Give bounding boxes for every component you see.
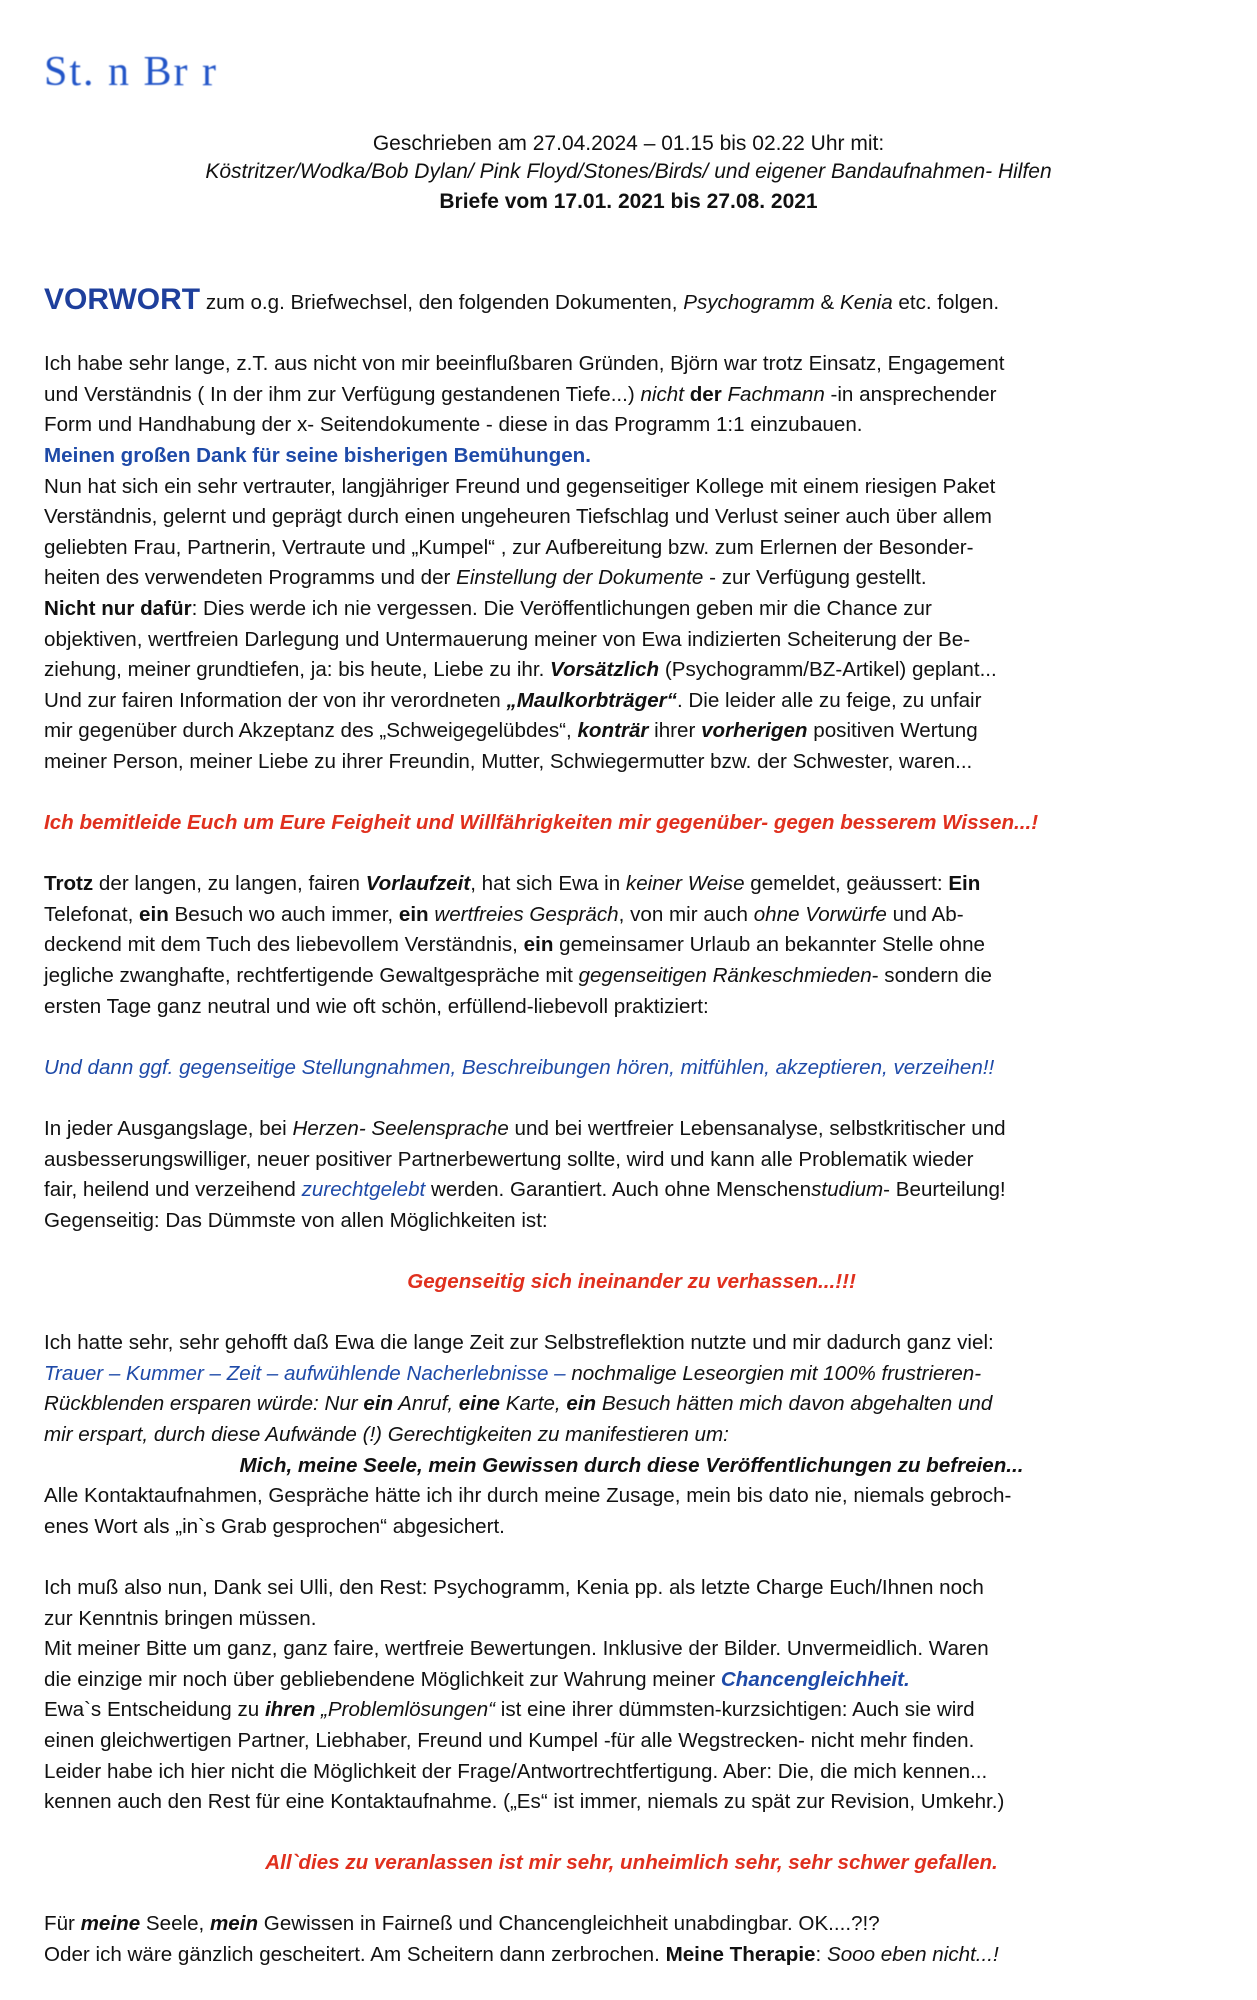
liberation-line: Mich, meine Seele, mein Gewissen durch diese Veröffentlichungen zu befreien... xyxy=(239,1453,1024,1477)
author-stamp: St. n Br r xyxy=(44,49,219,95)
thanks-line: Meinen großen Dank für seine bisherigen Bemühungen. xyxy=(44,443,591,467)
closing: Für meine Seele, mein Gewissen in Fairneß und Chancengleichheit unabdingbar. OK....?!? Oder ich wäre gänzlich gescheitert. Am Scheitern dann zerbrochen. Meine Therapie: Sooo eben nicht...! xyxy=(44,1912,999,1967)
quote-stellungnahmen: Und dann ggf. gegenseitige Stellungnahmen, Beschreibungen hören, mitfühlen, akzeptieren, verzeihen!! xyxy=(44,1055,995,1079)
header-date-line: Geschrieben am 27.04.2024 – 01.15 bis 02.22 Uhr mit: xyxy=(372,132,885,155)
foreword-line: VORWORT zum o.g. Briefwechsel, den folgenden Dokumenten, Psychogramm & Kenia etc. folgen. xyxy=(44,283,1000,316)
quote-feigheit: Ich bemitleide Euch um Eure Feigheit und Willfährigkeiten mir gegenüber- gegen besserem Wissen...! xyxy=(44,811,1039,835)
paragraph-4: Ich hatte sehr, sehr gehofft daß Ewa die lange Zeit zur Selbstreflektion nutzte und mir dadurch ganz viel: Trauer – Kummer – Zeit – aufwühlende Nacherlebnisse – nochmalige Leseorgien mit 100% frustrieren- Rückblenden ersparen würde: Nur ein Anruf, eine Karte, ein Besuch hätten mich davon abgehalten und mir erspart, durch diese Aufwände (!) Gerechtigkeiten zu manifestieren um: Mich, meine Seele, mein Gewissen durch diese Veröffentlichungen zu befreien... Alle Kontaktaufnahmen, Gespräche hätte ich ihr durch meine Zusage, mein bis dato nie, niemals gebroch- enes Wort als „in`s Grab gesprochen“ abgesichert. xyxy=(44,1328,1219,1542)
paragraph-1: Ich habe sehr lange, z.T. aus nicht von mir beeinflußbaren Gründen, Björn war trotz Einsatz, Engagement und Verständnis ( In der ihm zur Verfügung gestandenen Tiefe...) nicht der Fachmann -in ansprechender Form und Handhabung der x- Seitendokumente - diese in das Programm 1:1 einzubauen. Meinen großen Dank für seine bisherigen Bemühungen. Nun hat sich ein sehr vertrauter, langjähriger Freund und gegenseitiger Kollege mit einem riesigen Paket Verständnis, gelernt und geprägt durch einen ungeheuren Tiefschlag und Verlust seiner auch über allem geliebten Frau, Partnerin, Vertraute und „Kumpel“ , zur Aufbereitung bzw. zum Erlernen der Besonder- heiten des verwendeten Programms und der Einstellung der Dokumente - zur Verfügung gestellt. Nicht nur dafür: Dies werde ich nie vergessen. Die Veröffentlichungen geben mir die Chance zur objektiven, wertfreien Darlegung und Untermauerung meiner von Ewa indizierten Scheiterung der Be- ziehung, meiner grundtiefen, ja: bis heute, Liebe zu ihr. Vorsätzlich (Psychogramm/BZ-Artikel) geplant... Und zur fairen Information der von ihr verordneten „Maulkorbträger“. Die leider alle zu feige, zu unfair mir gegenüber durch Akzeptanz des „Schweigegelübdes“, konträr ihrer vorherigen positiven Wertung meiner Person, meiner Liebe zu ihrer Freundin, Mutter, Schwiegermutter bzw. der Schwester, waren... xyxy=(44,349,1219,777)
foreword-heading: VORWORT xyxy=(44,283,201,316)
paragraph-2: Trotz der langen, zu langen, fairen Vorlaufzeit, hat sich Ewa in keiner Weise gemeldet, geäussert: Ein Telefonat, ein Besuch wo auch immer, ein wertfreies Gespräch, von mir auch ohne Vorwürfe und Ab- deckend mit dem Tuch des liebevollem Verständnis, ein gemeinsamer Urlaub an bekannter Stelle ohne jegliche zwanghafte, rechtfertigende Gewaltgespräche mit gegenseitigen Ränkeschmieden- sondern die ersten Tage ganz neutral und wie oft schön, erfüllend-liebevoll praktiziert: xyxy=(44,872,992,1018)
paragraph-3: In jeder Ausgangslage, bei Herzen- Seelensprache und bei wertfreier Lebensanalyse, selbstkritischer und ausbesserungswilliger, neuer positiver Partnerbewertung sollte, wird und kann alle Problematik wieder fair, heilend und verzeihend zurechtgelebt werden. Garantiert. Auch ohne Menschenstudium- Beurteilung! Gegenseitig: Das Dümmste von allen Möglichkeiten ist: xyxy=(44,1117,1006,1232)
paragraph-5: Ich muß also nun, Dank sei Ulli, den Rest: Psychogramm, Kenia pp. als letzte Charge Euch/Ihnen noch zur Kenntnis bringen müssen. Mit meiner Bitte um ganz, ganz faire, wertfreie Bewertungen. Inklusive der Bilder. Unvermeidlich. Waren die einzige mir noch über gebliebendene Möglichkeit zur Wahrung meiner Chancengleichheit. Ewa`s Entscheidung zu ihren „Problemlösungen“ ist eine ihrer dümmsten-kurzsichtigen: Auch sie wird einen gleichwertigen Partner, Liebhaber, Freund und Kumpel -für alle Wegstrecken- nicht mehr finden. Leider habe ich hier nicht die Möglichkeit der Frage/Antwortrechtfertigung. Aber: Die, die mich kennen... kennen auch den Rest für eine Kontaktaufnahme. („Es“ ist immer, niemals zu spät zur Revision, Umkehr.) xyxy=(44,1575,1005,1814)
header-music-line: Köstritzer/Wodka/Bob Dylan/ Pink Floyd/Stones/Birds/ und eigener Bandaufnahmen- Hilfen xyxy=(205,160,1052,183)
quote-schwer-gefallen: All`dies zu veranlassen ist mir sehr, unheimlich sehr, sehr schwer gefallen. xyxy=(265,1851,998,1875)
quote-verhassen: Gegenseitig sich ineinander zu verhassen...!!! xyxy=(407,1270,856,1293)
letter-body xyxy=(44,285,1219,1971)
header-letters-range: Briefe vom 17.01. 2021 bis 27.08. 2021 xyxy=(439,190,818,213)
